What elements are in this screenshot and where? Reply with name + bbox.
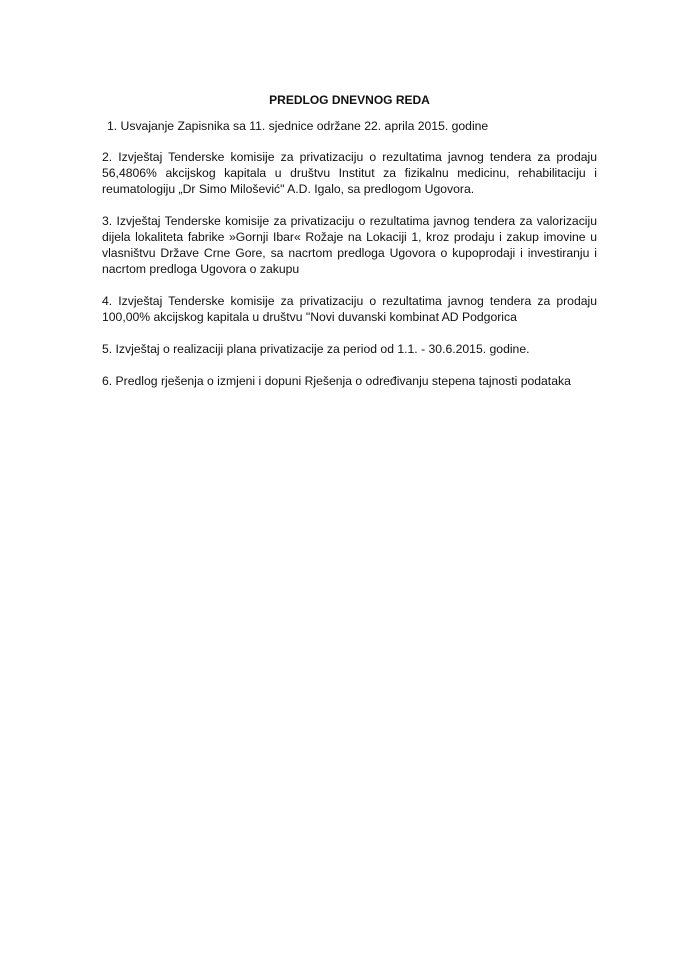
agenda-item-5: 5. Izvještaj o realizaciji plana privatizacije za period od 1.1. - 30.6.2015. godine. <box>102 342 530 356</box>
document-title: PREDLOG DNEVNOG REDA <box>269 93 430 107</box>
agenda-item-6: 6. Predlog rješenja o izmjeni i dopuni Rješenja o određivanju stepena tajnosti podataka <box>102 374 571 388</box>
document-page <box>102 92 597 405</box>
agenda-item-3: 3. Izvještaj Tenderske komisije za privatizaciju o rezultatima javnog tendera za valorizaciju dijela lokaliteta fabrike »Gornji Ibar« Rožaje na Lokaciji 1, kroz prodaju i zakup imovine u vlasništvu Države Crne Gore, sa nacrtom predloga Ugovora o kupoprodaji i investiranju i nacrtom predloga Ugovora o zakupu <box>102 214 597 276</box>
agenda-item-1: 1. Usvajanje Zapisnika sa 11. sjednice održane 22. aprila 2015. godine <box>107 119 489 133</box>
agenda-item-4: 4. Izvještaj Tenderske komisije za privatizaciju o rezultatima javnog tendera za prodaju 100,00% akcijskog kapitala u društvu "Novi duvanski kombinat AD Podgorica <box>102 294 597 324</box>
agenda-item-2: 2. Izvještaj Tenderske komisije za privatizaciju o rezultatima javnog tendera za prodaju 56,4806% akcijskog kapitala u društvu Institut za fizikalnu medicinu, rehabilitaciju i reumatologiju „Dr Simo Milošević" A.D. Igalo, sa predlogom Ugovora. <box>102 150 597 196</box>
